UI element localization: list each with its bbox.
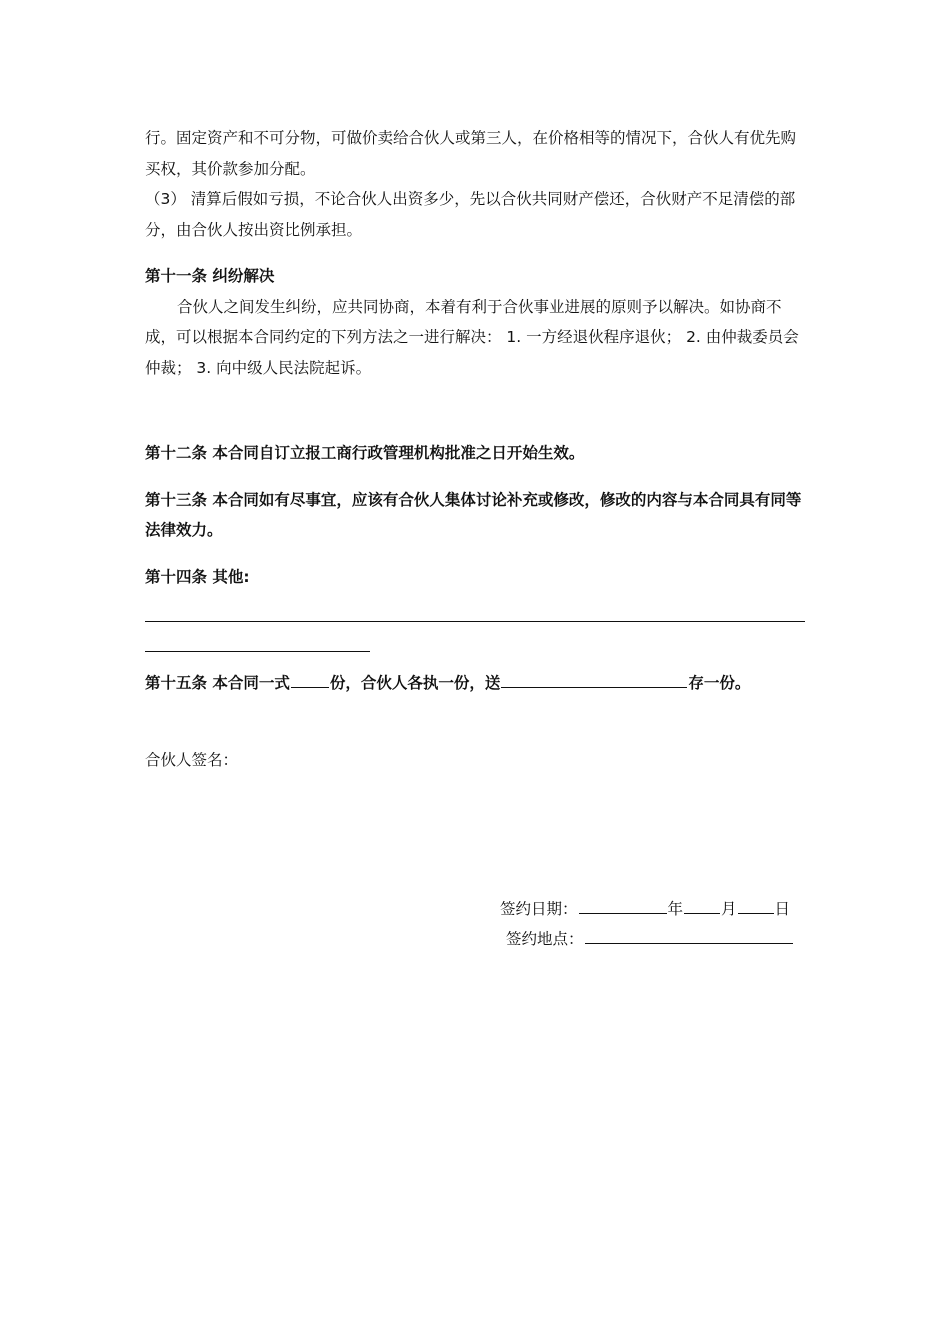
signing-date-row — [500, 894, 794, 924]
signing-date-label: 签约日期： — [500, 900, 578, 918]
partner-signature-label: 合伙人签名： — [145, 750, 239, 769]
article-11-heading: 第十一条 纠纷解决 — [145, 267, 275, 285]
article-15-text-2: 份，合伙人各执一份，送 — [329, 674, 501, 692]
signing-info — [500, 894, 794, 954]
paragraph-asset-distribution: 行。固定资产和不可分物，可做价卖给合伙人或第三人，在价格相等的情况下，合伙人有优先购买权，其价款参加分配。 — [145, 129, 797, 178]
article-12: 第十二条 本合同自订立报工商行政管理机构批准之日开始生效。 — [145, 444, 585, 462]
spacer — [145, 245, 807, 261]
article-11-body: 合伙人之间发生纠纷，应共同协商，本着有利于合伙事业进展的原则予以解决。如协商不成，可以根据本合同约定的下列方法之一进行解决： 1. 一方经退伙程序退伙； 2. 由仲裁委员会仲裁； 3. 向中级人民法院起诉。 — [145, 297, 799, 377]
day-blank[interactable] — [738, 894, 774, 914]
article-14-fill-line[interactable] — [145, 592, 805, 622]
document-body — [145, 123, 807, 775]
paragraph-loss-liability: （3） 清算后假如亏损，不论合伙人出资多少，先以合伙共同财产偿还，合伙财产不足清偿的部分，由合伙人按出资比例承担。 — [145, 190, 796, 239]
year-blank[interactable] — [579, 894, 667, 914]
month-blank[interactable] — [684, 894, 720, 914]
signing-place-row — [500, 924, 794, 954]
spacer — [145, 469, 807, 485]
article-15-text-3: 存一份。 — [688, 674, 751, 692]
year-label: 年 — [667, 900, 684, 918]
copies-count-blank[interactable] — [291, 668, 329, 688]
article-15 — [145, 668, 807, 699]
month-label: 月 — [721, 900, 737, 918]
spacer — [145, 383, 807, 438]
signing-place-blank[interactable] — [585, 924, 793, 944]
day-label: 日 — [774, 900, 791, 918]
recipient-blank[interactable] — [501, 668, 687, 688]
spacer — [145, 652, 807, 668]
spacer — [145, 546, 807, 562]
signing-place-label: 签约地点： — [506, 930, 584, 948]
article-14-fill-line-short[interactable] — [145, 622, 370, 652]
article-15-text-1: 第十五条 本合同一式 — [145, 674, 290, 692]
article-13: 第十三条 本合同如有尽事宜，应该有合伙人集体讨论补充或修改，修改的内容与本合同具有同等法律效力。 — [145, 490, 802, 539]
spacer — [145, 699, 807, 745]
article-14-heading: 第十四条 其他: — [145, 567, 250, 586]
